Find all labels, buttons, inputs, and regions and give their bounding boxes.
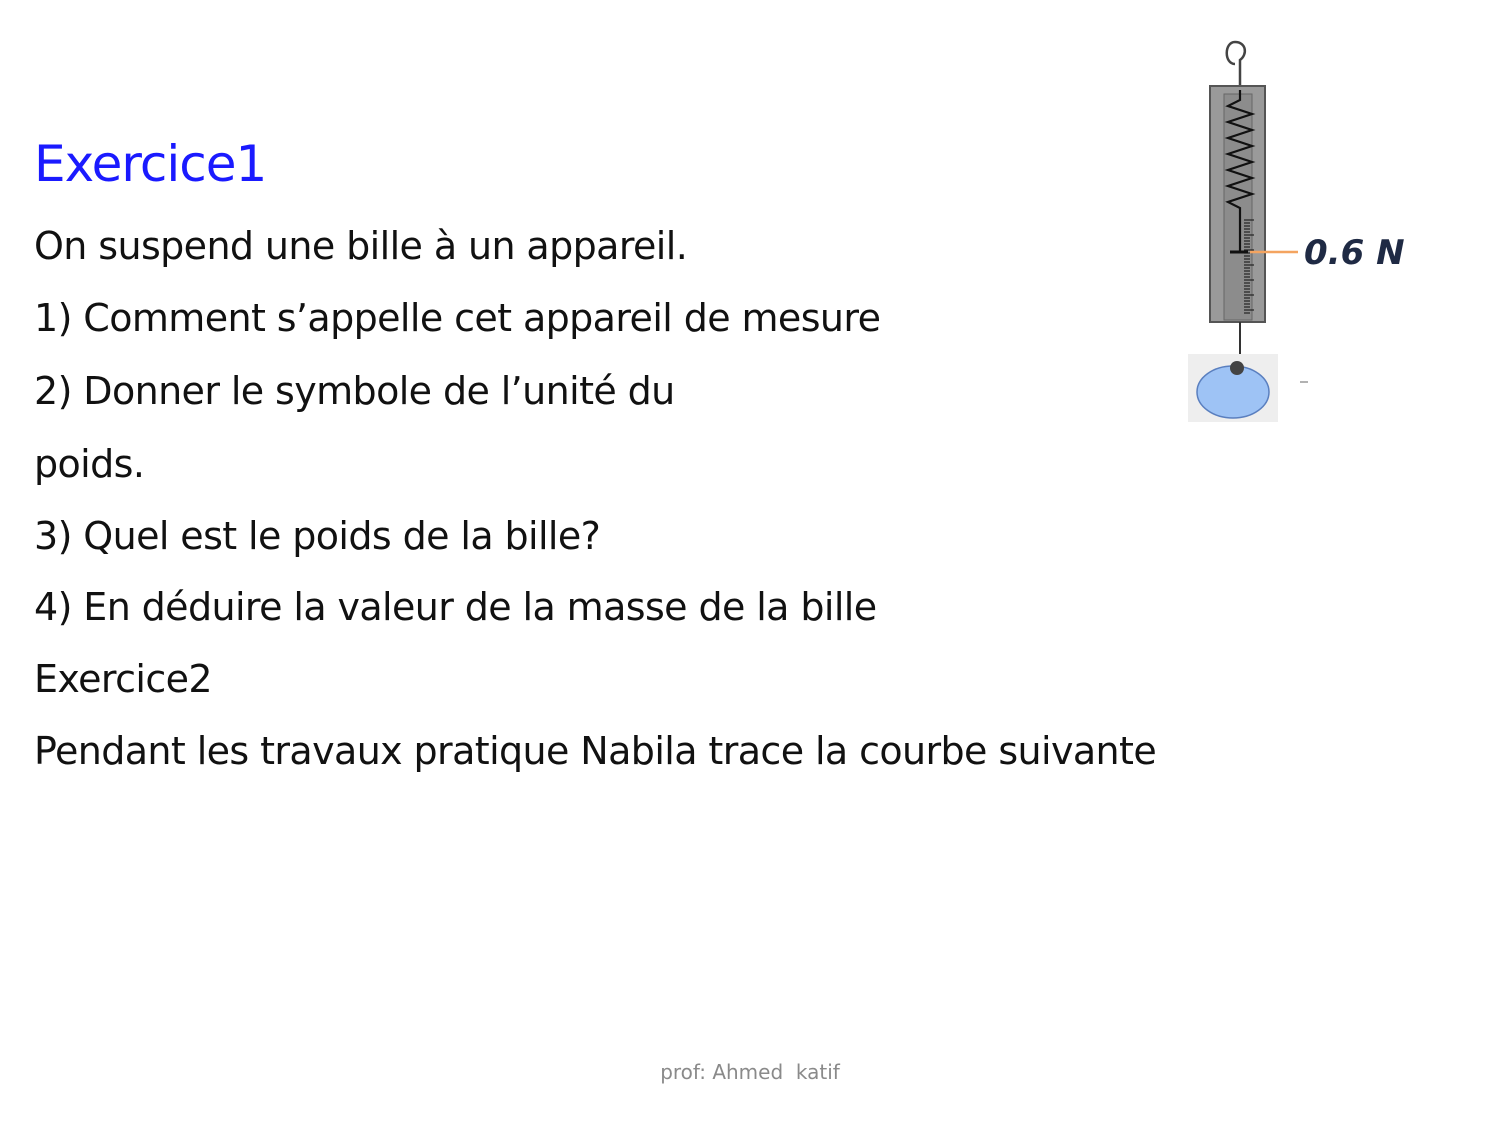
question-2: 2) Donner le symbole de l’unité du [34,369,675,413]
ball-attachment [1230,361,1244,375]
question-1: 1) Comment s’appelle cet appareil de mesure [34,296,881,340]
exercise2-title: Exercice2 [34,657,212,701]
dynamometer-figure [1180,30,1430,430]
hook-icon [1227,42,1245,88]
exercise2-text: Pendant les travaux pratique Nabila trace la courbe suivante [34,729,1157,773]
question-4: 4) En déduire la valeur de la masse de la bille [34,585,877,629]
exercise1-title: Exercice1 [34,135,267,193]
footer-author: prof: Ahmed katif [660,1060,840,1084]
question-3: 3) Quel est le poids de la bille? [34,514,601,558]
force-reading: 0.6 N [1304,233,1405,273]
exercise1-intro: On suspend une bille à un appareil. [34,224,688,268]
question-2-continuation: poids. [34,442,145,486]
ball-icon [1197,366,1269,418]
